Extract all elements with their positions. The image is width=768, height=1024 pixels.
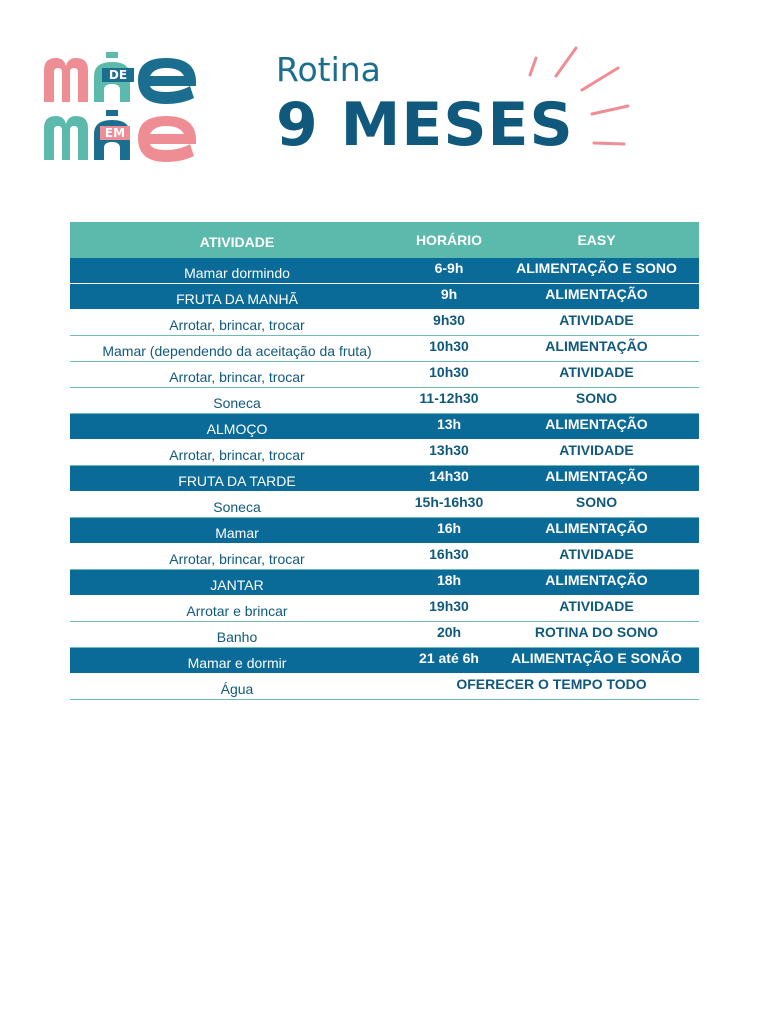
cell-atividade: ALMOÇO xyxy=(206,421,268,437)
cell-atividade: Mamar e dormir xyxy=(187,655,287,671)
table-row xyxy=(70,284,699,310)
cell-atividade: Mamar (dependendo da aceitação da fruta) xyxy=(102,343,372,359)
cell-horario: 15h-16h30 xyxy=(414,494,484,510)
svg-text:DE: DE xyxy=(108,68,128,82)
cell-easy: ROTINA DO SONO xyxy=(534,624,659,640)
table-row xyxy=(70,648,699,674)
cell-easy: ALIMENTAÇÃO xyxy=(545,416,648,432)
cell-easy: ATIVIDADE xyxy=(559,364,634,380)
cell-horario: 10h30 xyxy=(429,338,469,354)
table-row xyxy=(70,544,699,570)
cell-easy: ALIMENTAÇÃO xyxy=(545,286,648,302)
table-row xyxy=(70,492,699,518)
cell-atividade: Arrotar, brincar, trocar xyxy=(169,369,305,385)
logo xyxy=(42,50,200,162)
cell-atividade: Arrotar, brincar, trocar xyxy=(169,551,305,567)
cell-horario: 13h30 xyxy=(429,442,469,458)
table-row xyxy=(70,336,699,362)
table-row xyxy=(70,258,699,284)
cell-merged: OFERECER O TEMPO TODO xyxy=(456,676,647,692)
cell-easy: ALIMENTAÇÃO xyxy=(545,572,648,588)
table-header xyxy=(70,222,699,258)
header-horario: HORÁRIO xyxy=(415,232,483,248)
svg-text:EM: EM xyxy=(104,126,126,140)
cell-easy: ATIVIDADE xyxy=(559,442,634,458)
table-row xyxy=(70,388,699,414)
cell-easy: ALIMENTAÇÃO xyxy=(545,520,648,536)
cell-atividade: Mamar xyxy=(215,525,259,541)
cell-atividade: FRUTA DA MANHÃ xyxy=(176,291,298,307)
decorative-rays-icon xyxy=(520,40,640,160)
cell-easy: ATIVIDADE xyxy=(559,312,634,328)
table-body xyxy=(70,258,699,674)
table-row-agua xyxy=(70,674,699,700)
cell-atividade: Banho xyxy=(216,629,258,645)
cell-easy: SONO xyxy=(575,494,618,510)
cell-easy: ALIMENTAÇÃO xyxy=(545,338,648,354)
cell-easy: ALIMENTAÇÃO xyxy=(545,468,648,484)
cell-easy: ALIMENTAÇÃO E SONÃO xyxy=(511,650,682,666)
cell-atividade: Soneca xyxy=(213,395,261,411)
table-row xyxy=(70,596,699,622)
cell-easy: ATIVIDADE xyxy=(559,546,634,562)
cell-atividade: JANTAR xyxy=(210,577,264,593)
header-easy: EASY xyxy=(577,232,616,248)
cell-horario: 9h xyxy=(440,286,458,302)
table-row xyxy=(70,466,699,492)
cell-horario: 6-9h xyxy=(434,260,464,276)
cell-horario: 16h30 xyxy=(429,546,469,562)
mae-de-mae-logo xyxy=(42,50,200,162)
cell-atividade: Arrotar, brincar, trocar xyxy=(169,317,305,333)
cell-atividade: Arrotar, brincar, trocar xyxy=(169,447,305,463)
table-row xyxy=(70,310,699,336)
cell-horario: 20h xyxy=(436,624,462,640)
cell-horario: 21 até 6h xyxy=(419,650,479,666)
cell-horario: 18h xyxy=(436,572,462,588)
cell-horario: 9h30 xyxy=(433,312,465,328)
cell-horario: 14h30 xyxy=(429,468,469,484)
table-row xyxy=(70,518,699,544)
cell-atividade: FRUTA DA TARDE xyxy=(178,473,296,489)
cell-horario: 11-12h30 xyxy=(419,390,479,406)
cell-easy: ATIVIDADE xyxy=(559,598,634,614)
table-row xyxy=(70,570,699,596)
cell-atividade: Água xyxy=(220,681,254,697)
table-row xyxy=(70,362,699,388)
cell-atividade: Soneca xyxy=(213,499,261,515)
table-row xyxy=(70,622,699,648)
cell-horario: 19h30 xyxy=(429,598,469,614)
title-small: Rotina xyxy=(276,50,381,89)
cell-easy: ALIMENTAÇÃO E SONO xyxy=(516,260,677,276)
table-row xyxy=(70,440,699,466)
cell-atividade: Arrotar e brincar xyxy=(186,603,288,619)
header-atividade: ATIVIDADE xyxy=(199,234,275,250)
cell-easy: SONO xyxy=(575,390,618,406)
cell-atividade: Mamar dormindo xyxy=(184,265,290,281)
cell-horario: 16h xyxy=(436,520,462,536)
cell-horario: 13h xyxy=(436,416,462,432)
cell-horario: 10h30 xyxy=(429,364,469,380)
routine-table xyxy=(70,222,699,700)
page-title: 9 MESES xyxy=(276,90,574,160)
table-row xyxy=(70,414,699,440)
